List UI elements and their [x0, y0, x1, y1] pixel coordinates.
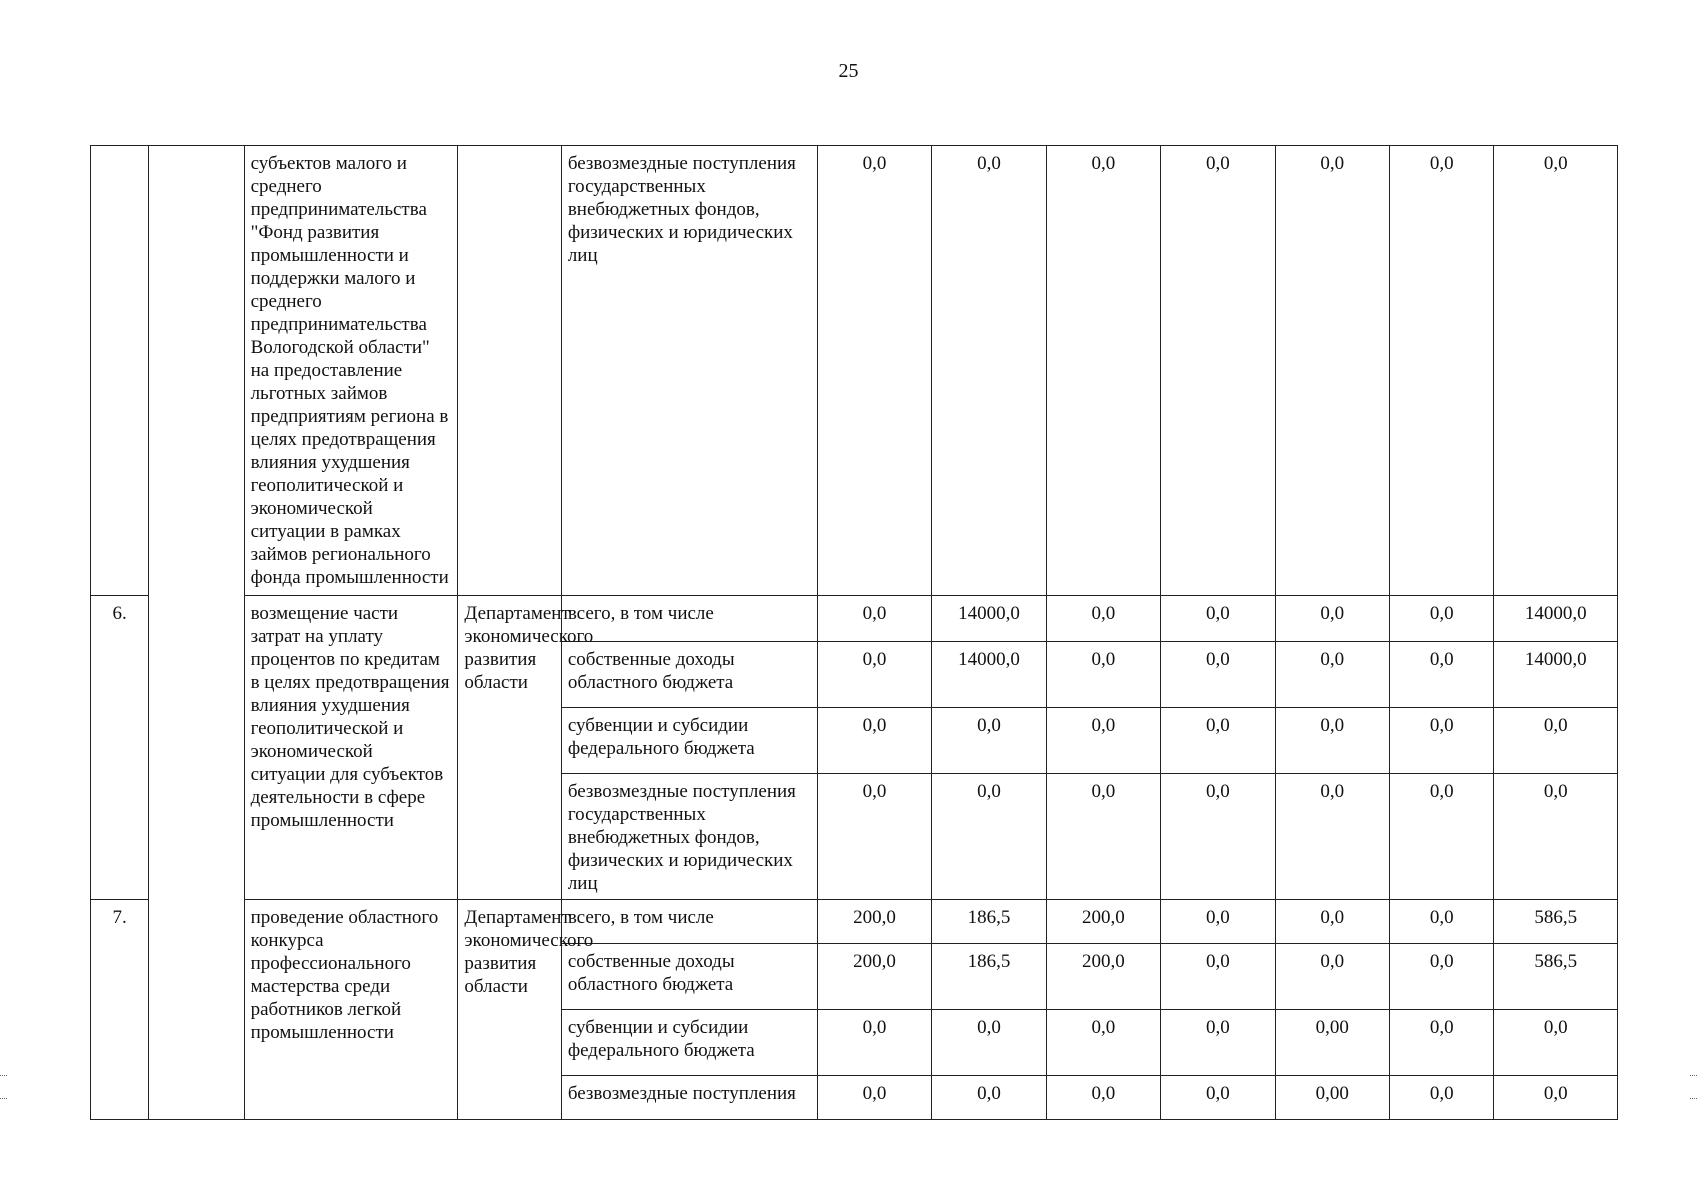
value-cell: 14000,0 — [932, 596, 1046, 642]
value-cell: 0,0 — [1390, 900, 1494, 944]
row-number-cell: 6. — [91, 596, 149, 900]
value-cell: 0,0 — [1494, 146, 1618, 596]
value-cell: 0,0 — [1275, 596, 1389, 642]
value-cell: 0,0 — [817, 1076, 931, 1120]
table-body — [91, 146, 1618, 1120]
funding-source-cell: всего, в том числе — [561, 900, 817, 944]
value-cell: 0,0 — [1046, 642, 1160, 708]
table-row — [91, 146, 1618, 596]
value-cell: 200,0 — [1046, 900, 1160, 944]
value-cell: 0,0 — [1046, 146, 1160, 596]
funding-source-cell: всего, в том числе — [561, 596, 817, 642]
margin-mark-left — [0, 1075, 7, 1099]
table-row — [91, 900, 1618, 944]
value-cell: 0,0 — [1046, 774, 1160, 900]
value-cell: 0,0 — [1275, 642, 1389, 708]
row-number-cell — [91, 146, 149, 596]
value-cell: 200,0 — [817, 900, 931, 944]
value-cell: 0,0 — [1390, 642, 1494, 708]
funding-source-cell: субвенции и субсидии федерального бюджета — [561, 708, 817, 774]
value-cell: 0,0 — [1390, 1076, 1494, 1120]
value-cell: 0,0 — [1161, 900, 1275, 944]
executor-cell: Департамент экономического развития области — [458, 596, 561, 900]
page-number: 25 — [838, 60, 859, 82]
value-cell: 0,0 — [1494, 1076, 1618, 1120]
value-cell: 0,0 — [1161, 1010, 1275, 1076]
value-cell: 0,0 — [1390, 146, 1494, 596]
value-cell: 0,0 — [1161, 774, 1275, 900]
funding-source-cell: безвозмездные поступления — [561, 1076, 817, 1120]
value-cell: 0,0 — [1161, 1076, 1275, 1120]
value-cell: 0,0 — [1161, 944, 1275, 1010]
event-name-cell: субъектов малого и среднего предпринимательства "Фонд развития промышленности и поддержки малого и среднего предпринимательства Вологодской области" на предоставление льготных займов предприятиям региона в целях предотвращения влияния ухудшения геополитической и экономической ситуации в рамках займов регионального фонда промышленности — [244, 146, 458, 596]
value-cell: 14000,0 — [1494, 642, 1618, 708]
value-cell: 186,5 — [932, 944, 1046, 1010]
value-cell: 0,0 — [1161, 708, 1275, 774]
value-cell: 586,5 — [1494, 900, 1618, 944]
value-cell: 0,0 — [1390, 1010, 1494, 1076]
funding-source-cell: собственные доходы областного бюджета — [561, 944, 817, 1010]
margin-mark-right — [1690, 1075, 1697, 1099]
value-cell: 0,0 — [1390, 708, 1494, 774]
value-cell: 0,0 — [1046, 1076, 1160, 1120]
funding-source-cell: собственные доходы областного бюджета — [561, 642, 817, 708]
value-cell: 0,0 — [1390, 596, 1494, 642]
value-cell: 0,0 — [817, 642, 931, 708]
event-name-cell: проведение областного конкурса профессионального мастерства среди работников легкой промышленности — [244, 900, 458, 1120]
value-cell: 0,0 — [1494, 1010, 1618, 1076]
value-cell: 186,5 — [932, 900, 1046, 944]
row-number-cell: 7. — [91, 900, 149, 1120]
table-row — [91, 596, 1618, 642]
value-cell: 0,0 — [932, 1010, 1046, 1076]
value-cell: 200,0 — [1046, 944, 1160, 1010]
value-cell: 0,0 — [1275, 708, 1389, 774]
merged-empty-cell — [149, 146, 244, 1120]
value-cell: 0,0 — [1046, 1010, 1160, 1076]
funding-source-cell: безвозмездные поступления государственных внебюджетных фондов, физических и юридических лиц — [561, 774, 817, 900]
value-cell: 0,0 — [817, 1010, 931, 1076]
value-cell: 0,0 — [1275, 774, 1389, 900]
value-cell: 14000,0 — [932, 642, 1046, 708]
value-cell: 0,0 — [932, 774, 1046, 900]
value-cell: 0,0 — [1494, 708, 1618, 774]
value-cell: 0,0 — [1390, 774, 1494, 900]
value-cell: 200,0 — [817, 944, 931, 1010]
value-cell: 0,00 — [1275, 1076, 1389, 1120]
value-cell: 0,0 — [817, 596, 931, 642]
value-cell: 0,0 — [817, 708, 931, 774]
value-cell: 0,0 — [1161, 642, 1275, 708]
value-cell: 0,0 — [1275, 900, 1389, 944]
executor-cell — [458, 146, 561, 596]
executor-cell: Департамент экономического развития области — [458, 900, 561, 1120]
budget-table — [90, 145, 1618, 1120]
value-cell: 0,0 — [1275, 146, 1389, 596]
value-cell: 0,0 — [1161, 146, 1275, 596]
funding-source-cell: субвенции и субсидии федерального бюджета — [561, 1010, 817, 1076]
value-cell: 14000,0 — [1494, 596, 1618, 642]
value-cell: 0,0 — [1161, 596, 1275, 642]
value-cell: 0,0 — [1390, 944, 1494, 1010]
event-name-cell: возмещение части затрат на уплату процентов по кредитам в целях предотвращения влияния ухудшения геополитической и экономической ситуации для субъектов деятельности в сфере промышленности — [244, 596, 458, 900]
value-cell: 0,0 — [932, 1076, 1046, 1120]
funding-source-cell: безвозмездные поступления государственных внебюджетных фондов, физических и юридических лиц — [561, 146, 817, 596]
value-cell: 586,5 — [1494, 944, 1618, 1010]
value-cell: 0,0 — [1494, 774, 1618, 900]
value-cell: 0,0 — [1275, 944, 1389, 1010]
value-cell: 0,0 — [932, 708, 1046, 774]
value-cell: 0,0 — [817, 774, 931, 900]
value-cell: 0,0 — [817, 146, 931, 596]
value-cell: 0,00 — [1275, 1010, 1389, 1076]
value-cell: 0,0 — [1046, 596, 1160, 642]
value-cell: 0,0 — [932, 146, 1046, 596]
value-cell: 0,0 — [1046, 708, 1160, 774]
